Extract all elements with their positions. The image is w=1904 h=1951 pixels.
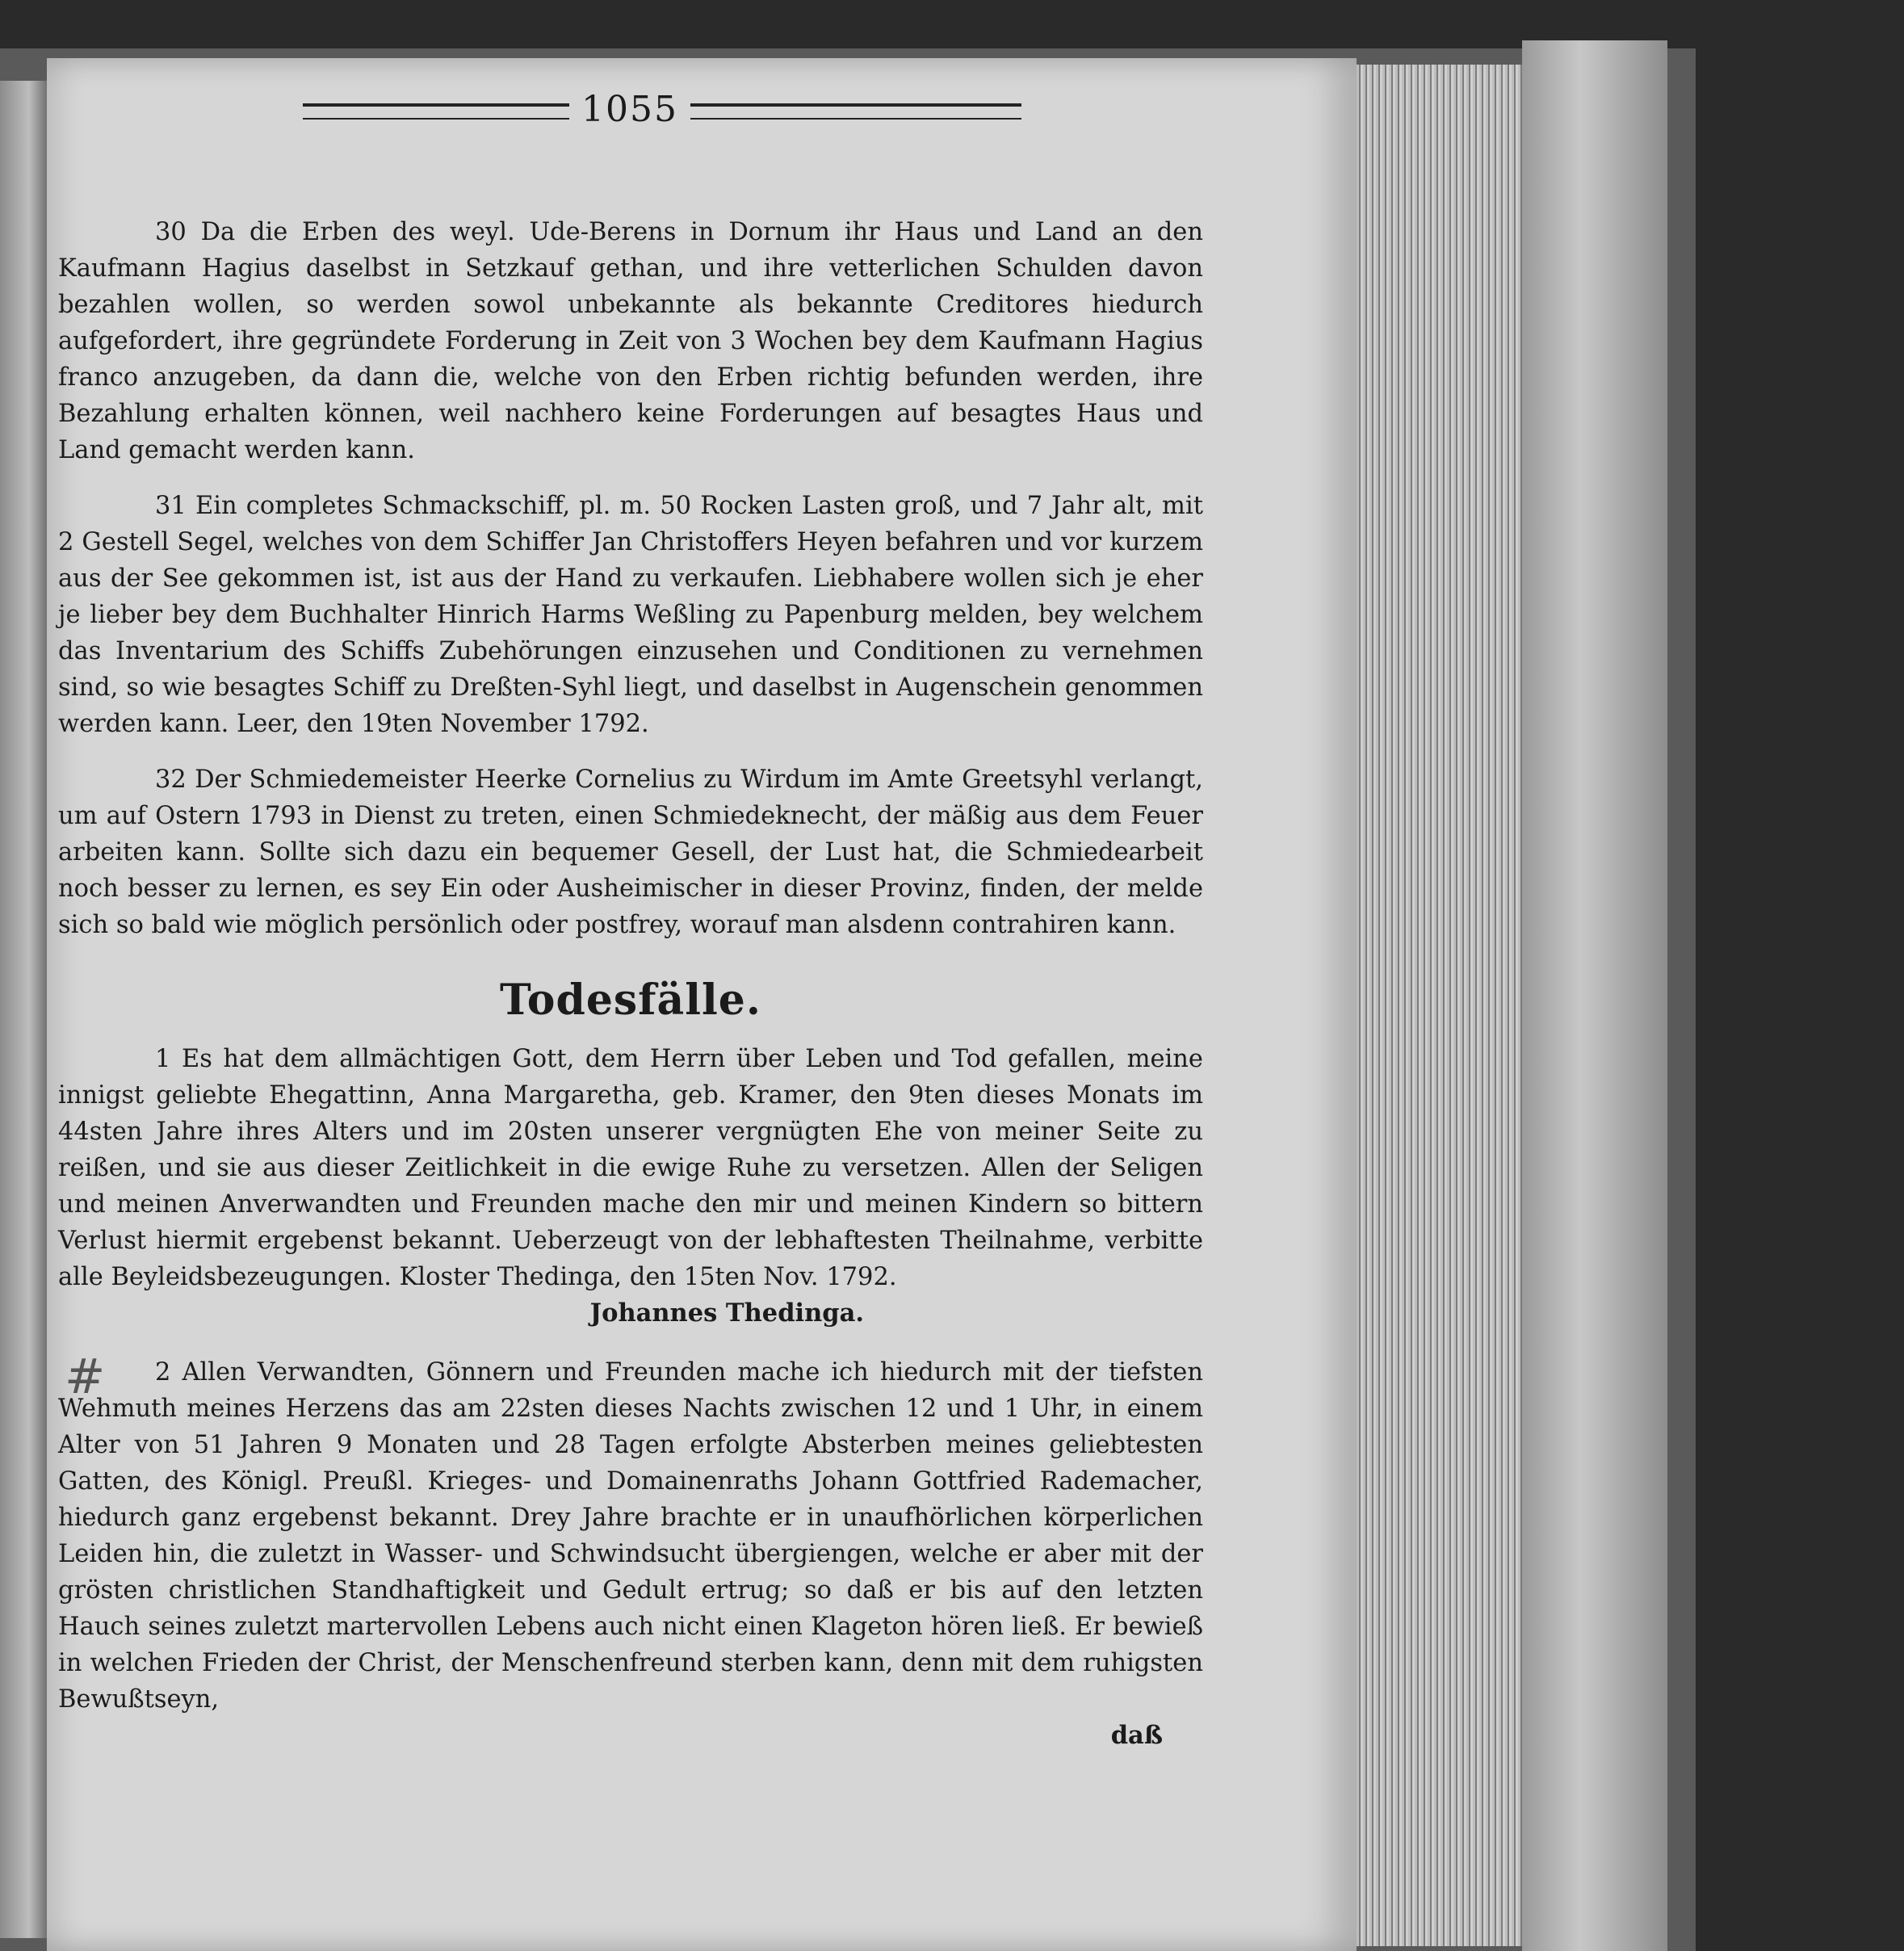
death-notice-1-signature: Johannes Thedinga. xyxy=(589,1299,864,1328)
death-notice-1: 1 Es hat dem allmächtigen Gott, dem Herrn über Leben und Tod gefallen, meine innigst geliebte Ehegattinn, Anna Margaretha, geb. Kramer, den 9ten dieses Monats im 44sten Jahre ihres Alters und im 20sten unserer vergnügten Ehe von meiner Seite zu reißen, und sie aus dieser Zeitlichkeit in die ewige Ruhe zu versetzen. Allen der Seligen und meinen Anverwandten und Freunden mache den mir und meinen Kindern so bittern Verlust hiermit ergebenst bekannt. Ueberzeugt von der lebhaftesten Theilnahme, verbitte alle Beyleidsbezeugungen. Kloster Thedinga, den 15ten Nov. 1792. xyxy=(58,1045,1203,1291)
page-number: 1055 xyxy=(581,89,678,130)
page-block-edges xyxy=(1357,65,1522,1946)
book-cover-edge xyxy=(1522,40,1667,1951)
left-page-edge xyxy=(0,81,48,1938)
notice-30: 30 Da die Erben des weyl. Ude-Berens in Dornum ihr Haus und Land an den Kaufmann Hagius daselbst in Setzkauf gethan, und ihre vetterlichen Schulden davon bezahlen wollen, so werden sowol unbekannte als bekannte Creditores hiedurch aufgefordert, ihre gegründete Forderung in Zeit von 3 Wochen bey dem Kaufmann Hagius franco anzugeben, da dann die, welche von den Erben richtig befunden werden, ihre Bezahlung erhalten können, weil nachhero keine Forderungen auf besagtes Haus und Land gemacht werden kann. xyxy=(58,218,1203,464)
catchword: daß xyxy=(1110,1721,1163,1750)
page-text xyxy=(58,214,1203,1754)
header-rule-left xyxy=(303,103,569,120)
header-rule-right xyxy=(690,103,1021,120)
notice-31: 31 Ein completes Schmackschiff, pl. m. 50 Rocken Lasten groß, und 7 Jahr alt, mit 2 Gestell Segel, welches von dem Schiffer Jan Christoffers Heyen befahren und vor kurzem aus der See gekommen ist, ist aus der Hand zu verkaufen. Liebhabere wollen sich je eher je lieber bey dem Buchhalter Hinrich Harms Weßling zu Papenburg melden, bey welchem das Inventarium des Schiffs Zubehörungen einzusehen und Conditionen zu vernehmen sind, so wie besagtes Schiff zu Dreßten-Syhl liegt, und daselbst in Augenschein genommen werden kann. Leer, den 19ten November 1792. xyxy=(58,492,1203,738)
notice-32: 32 Der Schmiedemeister Heerke Cornelius zu Wirdum im Amte Greetsyhl verlangt, um auf Ostern 1793 in Dienst zu treten, einen Schmiedeknecht, der mäßig aus dem Feuer arbeiten kann. Sollte sich dazu ein bequemer Gesell, der Lust hat, die Schmiedearbeit noch besser zu lernen, es sey Ein oder Ausheimischer in dieser Provinz, finden, der melde sich so bald wie möglich persönlich oder postfrey, worauf man alsdenn contrahiren kann. xyxy=(58,766,1203,939)
death-notice-2: 2 Allen Verwandten, Gönnern und Freunden mache ich hiedurch mit der tiefsten Wehmuth meines Herzens das am 22sten dieses Nachts zwischen 12 und 1 Uhr, in einem Alter von 51 Jahren 9 Monaten und 28 Tagen erfolgte Absterben meines geliebtesten Gatten, des Königl. Preußl. Krieges- und Domainenraths Johann Gottfried Rademacher, hiedurch ganz ergebenst bekannt. Drey Jahre brachte er in unaufhörlichen körperlichen Leiden hin, die zuletzt in Wasser- und Schwindsucht übergiengen, welche er aber mit der grösten christlichen Standhaftigkeit und Gedult ertrug; so daß er bis auf den letzten Hauch seines zuletzt martervollen Lebens auch nicht einen Klageton hören ließ. Er bewieß in welchen Frieden der Christ, der Menschenfreund sterben kann, denn mit dem ruhigsten Bewußtseyn, xyxy=(58,1358,1203,1714)
page-header xyxy=(303,89,1021,145)
margin-mark: # xyxy=(65,1349,106,1405)
section-title: Todesfälle. xyxy=(500,976,761,1025)
